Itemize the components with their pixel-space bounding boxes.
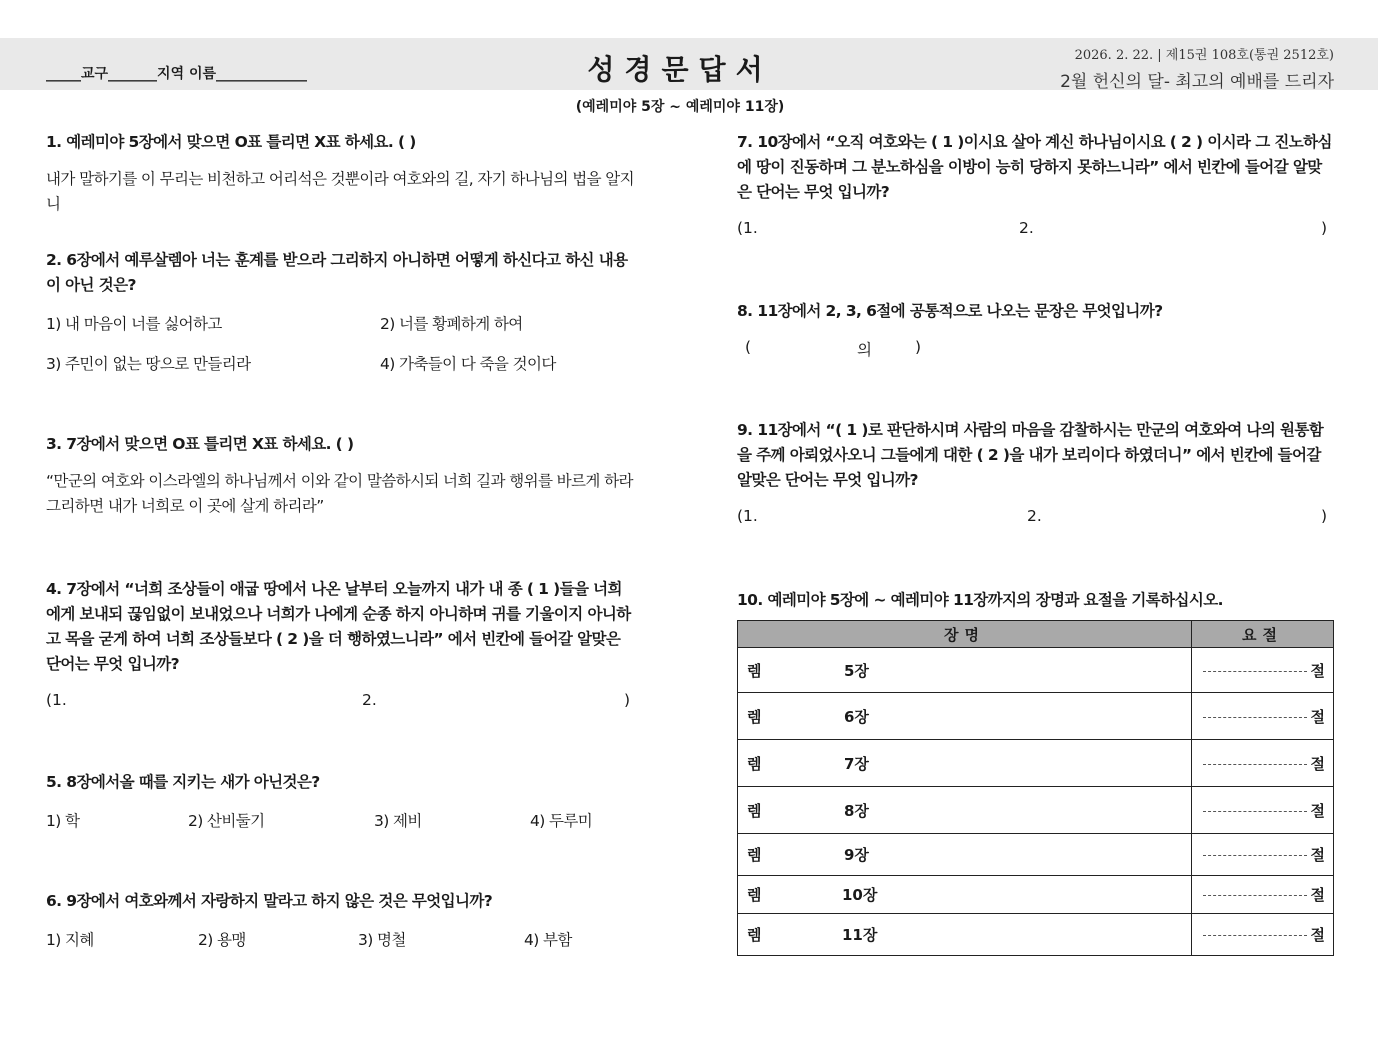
question-6 [46, 889, 636, 952]
table-header-verse: 요절 [1192, 621, 1334, 648]
chapter-number: 11장 [842, 926, 878, 944]
question-9-text: 9. 11장에서 “( 1 )로 판단하시며 사람의 마음을 감찰하시는 만군의 여호와여 나의 원통함을 주께 아뢰었사오니 그들에게 대한 ( 2 )을 내가 보리이다 하였더니” 에서 빈칸에 들어갈 알맞은 단어는 무엇 입니까? [737, 421, 1324, 489]
question-1-text: 1. 예레미야 5장에서 맞으면 O표 틀리면 X표 하세요. ( ) [46, 133, 416, 151]
question-8-text: 8. 11장에서 2, 3, 6절에 공통적으로 나오는 문장은 무엇입니까? [737, 302, 1163, 320]
option: 1) 지혜 [46, 931, 94, 949]
chapter-number: 7장 [844, 754, 869, 773]
question-1-body: 내가 말하기를 이 무리는 비천하고 어리석은 것뿐이라 여호와의 길, 자기 하나님의 법을 알지니 [46, 170, 635, 213]
question-3-body: “만군의 여호와 이스라엘의 하나님께서 이와 같이 말씀하시되 너희 길과 행위를 바르게 하라 그리하면 내가 너희로 이 곳에 살게 하리라” [46, 472, 633, 515]
answer-part: ) [915, 338, 922, 356]
answer-part: 2. [1027, 507, 1042, 525]
chapter-number: 9장 [844, 846, 869, 864]
question-5 [46, 770, 636, 833]
chapter-cell [738, 876, 1192, 914]
verse-cell[interactable] [1192, 834, 1334, 876]
chapter-number: 10장 [842, 886, 878, 904]
chapter-verse-table [737, 620, 1334, 956]
option: 2) 너를 황폐하게 하여 [380, 315, 523, 333]
answer-part: 의 [857, 341, 872, 359]
book-abbrev: 렘 [747, 926, 762, 944]
chapter-cell [738, 787, 1192, 834]
verse-suffix: 절 [1310, 801, 1325, 820]
question-5-text: 5. 8장에서올 때를 지키는 새가 아닌것은? [46, 773, 320, 791]
table-row [738, 740, 1334, 787]
book-abbrev: 렘 [747, 661, 762, 680]
question-2-options-row-1 [46, 312, 636, 336]
verse-cell[interactable] [1192, 876, 1334, 914]
question-6-text: 6. 9장에서 여호와께서 자랑하지 말라고 하지 않은 것은 무엇입니까? [46, 892, 493, 910]
question-6-options [46, 928, 636, 952]
chapter-number: 6장 [844, 707, 869, 726]
book-abbrev: 렘 [747, 801, 762, 820]
question-5-options [46, 809, 636, 833]
chapter-number: 8장 [844, 801, 869, 820]
answer-part: (1. [737, 219, 758, 237]
verse-cell[interactable] [1192, 914, 1334, 956]
question-10 [737, 588, 1334, 613]
question-4-answer [46, 691, 636, 717]
verse-blank[interactable] [1203, 895, 1307, 896]
page-title: 성경문답서 [587, 53, 773, 86]
verse-suffix: 절 [1310, 886, 1325, 904]
option: 2) 산비둘기 [188, 812, 265, 830]
chapter-cell [738, 914, 1192, 956]
chapter-cell [738, 693, 1192, 740]
option: 3) 제비 [374, 812, 422, 830]
chapter-number: 5장 [844, 661, 869, 680]
question-10-text: 10. 예레미야 5장에 ~ 예레미야 11장까지의 장명과 요절을 기록하십시오. [737, 591, 1223, 609]
question-7 [737, 130, 1334, 245]
verse-cell[interactable] [1192, 787, 1334, 834]
question-2 [46, 248, 636, 376]
book-abbrev: 렘 [747, 707, 762, 726]
option: 4) 두루미 [530, 812, 593, 830]
question-4 [46, 577, 636, 717]
table-row [738, 876, 1334, 914]
option: 2) 용맹 [198, 931, 246, 949]
scripture-range: (예레미야 5장 ~ 예레미야 11장) [575, 99, 785, 115]
question-7-answer [737, 219, 1334, 245]
verse-cell[interactable] [1192, 648, 1334, 693]
verse-blank[interactable] [1203, 671, 1307, 672]
question-2-text: 2. 6장에서 예루살렘아 너는 훈계를 받으라 그리하지 아니하면 어떻게 하신다고 하신 내용이 아닌 것은? [46, 251, 628, 294]
option: 1) 학 [46, 812, 80, 830]
issue-info: 2026. 2. 22. | 제15권 108호(통권 2512호) [1074, 48, 1334, 63]
verse-blank[interactable] [1203, 717, 1307, 718]
question-2-options-row-2 [46, 352, 636, 376]
name-fill-line: _____교구_______지역 이름_____________ [46, 66, 308, 82]
verse-suffix: 절 [1310, 754, 1325, 773]
chapter-cell [738, 740, 1192, 787]
option: 3) 주민이 없는 땅으로 만들리라 [46, 355, 251, 373]
verse-cell[interactable] [1192, 693, 1334, 740]
question-1 [46, 130, 636, 217]
answer-part: 2. [1019, 219, 1034, 237]
verse-suffix: 절 [1310, 661, 1325, 680]
question-4-text: 4. 7장에서 “너희 조상들이 애굽 땅에서 나온 날부터 오늘까지 내가 내 종 ( 1 )들을 너희에게 보내되 끊임없이 보내었으나 너희가 나에게 순종 하지 아니하며 귀를 기울이지 아니하고 목을 굳게 하여 너희 조상들보다 ( 2 )을 더 행하였느니라” 에서 빈칸에 들어갈 알맞은 단어는 무엇 입니까? [46, 580, 631, 673]
verse-suffix: 절 [1310, 846, 1325, 864]
question-3 [46, 432, 636, 519]
answer-part: (1. [46, 691, 67, 709]
option: 4) 부함 [524, 931, 572, 949]
answer-part: ) [1321, 219, 1328, 237]
option: 1) 내 마음이 너를 싫어하고 [46, 315, 222, 333]
answer-part: ( [745, 338, 752, 356]
verse-blank[interactable] [1203, 935, 1307, 936]
chapter-cell [738, 648, 1192, 693]
table-row [738, 914, 1334, 956]
question-8-answer [737, 338, 1334, 364]
verse-suffix: 절 [1310, 926, 1325, 944]
verse-blank[interactable] [1203, 764, 1307, 765]
table-row [738, 834, 1334, 876]
question-9 [737, 418, 1334, 533]
monthly-theme: 2월 헌신의 달- 최고의 예배를 드리자 [1060, 72, 1334, 92]
answer-part: (1. [737, 507, 758, 525]
chapter-cell [738, 834, 1192, 876]
table-row [738, 648, 1334, 693]
question-9-answer [737, 507, 1334, 533]
table-row [738, 693, 1334, 740]
book-abbrev: 렘 [747, 754, 762, 773]
table-row [738, 787, 1334, 834]
option: 4) 가축들이 다 죽을 것이다 [380, 355, 556, 373]
table-header-chapter: 장명 [738, 621, 1192, 648]
answer-part: ) [1321, 507, 1328, 525]
verse-cell[interactable] [1192, 740, 1334, 787]
question-8 [737, 299, 1334, 364]
book-abbrev: 렘 [747, 886, 762, 904]
option: 3) 명철 [358, 931, 406, 949]
book-abbrev: 렘 [747, 846, 762, 864]
verse-blank[interactable] [1203, 855, 1307, 856]
verse-blank[interactable] [1203, 811, 1307, 812]
verse-suffix: 절 [1310, 707, 1325, 726]
answer-part: ) [624, 691, 631, 709]
question-3-text: 3. 7장에서 맞으면 O표 틀리면 X표 하세요. ( ) [46, 435, 354, 453]
table-header-row [738, 621, 1334, 648]
answer-part: 2. [362, 691, 377, 709]
question-7-text: 7. 10장에서 “오직 여호와는 ( 1 )이시요 살아 계신 하나님이시요 ( 2 ) 이시라 그 진노하심에 땅이 진동하며 그 분노하심을 이방이 능히 당하지 못하느니라” 에서 빈칸에 들어갈 알맞은 단어는 무엇 입니까? [737, 133, 1332, 201]
